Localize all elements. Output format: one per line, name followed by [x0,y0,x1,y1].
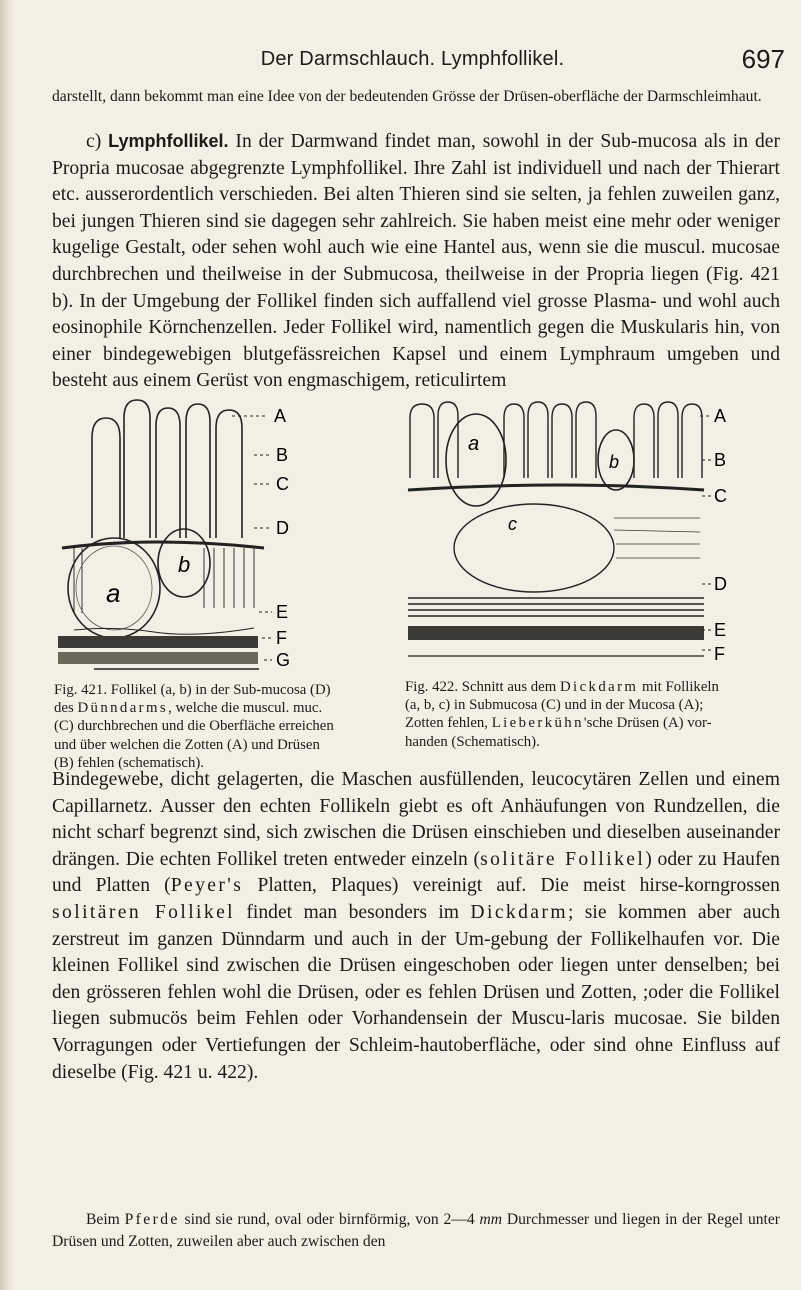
submucosa-fibres [614,518,700,558]
continuation-part-2: ) oder zu Haufen und Platten ( [52,848,780,897]
serosa-layer [408,626,704,640]
fig421-label-A: A [274,406,287,426]
fig422-label-a: a [468,433,480,455]
fig422-label-D: D [714,574,727,594]
fig422-caption-pre: Fig. 422. Schnitt aus dem [405,679,560,695]
intro-paragraph [52,86,780,108]
section-c-text [52,128,780,395]
figure-421 [54,398,322,676]
serosa-layer [58,652,258,664]
fig421-label-C: C [276,474,289,494]
fig421-label-E: E [276,602,289,622]
figure-421-caption [54,681,334,772]
fig421-caption-post: , welche die muscul. muc. (C) durchbrechen und die Oberfläche erreichen und über welchen die Zotten (A) und Drüsen (B) fehlen (schematisch). [54,700,334,771]
fig421-label-D: D [276,518,289,538]
figure-422 [404,398,734,668]
intro-text: darstellt, dann bekommt man eine Idee von der bedeutenden Grösse der Drüsen-oberfläche der Darmschleimhaut. [52,88,762,105]
fig422-caption-organ: Dickdarm [559,679,639,695]
fig421-label-B: B [276,445,289,465]
section-body: In der Darmwand findet man, sowohl in der Sub-mucosa als in der Propria mucosae abgegrenzte Lymphfollikel. Ihre Zahl ist individuell und nach der Thierart etc. ausserordentlich verschieden. Bei alten Thieren sind sie selten, ja fehlen zuweilen ganz, bei jungen Thieren sind sie dagegen sehr zahlreich. Sie haben meist eine mehr oder weniger kugelige Gestalt, oder sehen wohl auch wie eine Hantel aus, wenn sie die muscul. mucosae durchbrechen und theilweise in der Submucosa, theilweise in der Propria liegen (Fig. 421 b). In der Umgebung der Follikel finden sich auffallend viel grosse Plasma- und wohl auch eosinophile Körnchenzellen. Jeder Follikel wird, namentlich gegen die Muskularis hin, von einer bindegewebigen blutgefässreichen Kapsel und einem Lymphraum umgeben und besteht aus einem Gerüst von engmaschigem, reticulirtem [52,131,780,392]
muscle-lines [408,598,704,616]
follicle-a [446,414,506,506]
villi [92,400,242,538]
figure-422-drawing [404,398,734,668]
small-part-pre: Beim [86,1211,125,1228]
continuation-text [52,767,780,1086]
page-number: 697 [741,44,785,74]
running-title: Der Darmschlauch. Lymphfollikel. [260,48,565,70]
fig422-label-E: E [714,620,727,640]
continuation-part-5: ; sie kommen aber auch zerstreut im ganzen Dünndarm und auch in der Um-gebung der Follikelhaufen vor. Die kleinen Follikel sind zwischen die Drüsen eingeschoben oder liegen unter denselben; bei den grösseren fehlen wohl die Drüsen, oder es fehlen Drüsen und Zotten, ;oder die Follikel liegen submucös beim Fehlen oder Vorhandensein der Muscu-laris mucosae. Sie bilden Vorragungen oder Vertiefungen der Schleim-hautoberfläche, oder sind ohne Einfluss auf dieselbe (Fig. 421 u. 422). [52,901,780,1083]
fig421-label-b: b [178,552,191,577]
section-label: c) [86,131,109,152]
book-binding-edge [0,0,14,1290]
term-solitary-2: solitären Follikel [52,901,236,923]
fig422-caption-person: Lieberkühn [491,715,584,732]
term-horse: Pferde [124,1211,180,1228]
small-paragraph-text [52,1209,780,1252]
fig422-label-C: C [714,486,727,506]
fig422-label-F: F [714,644,725,664]
fig421-label-G: G [276,650,291,670]
unit-mm: mm [479,1211,503,1228]
fig422-caption-mid: mit Follikeln (a, b, c) in Submucosa (C) und in der Mucosa (A); Zotten fehlen, [405,679,719,732]
figure-422-caption [405,678,730,751]
term-peyer: Peyer's [170,875,244,897]
small-part-text: sind sie rund, oval oder birnförmig, von 2—4 [179,1211,480,1228]
continuation-part-4: findet man besonders im [235,901,471,923]
page-header [40,44,785,78]
fig421-label-F: F [276,628,287,648]
fig422-caption-post: 'sche Drüsen (A) vor-handen (Schematisch). [405,715,712,750]
fig422-label-b: b [609,452,620,472]
section-c-paragraph [52,128,780,395]
muscle-layer [58,636,258,648]
fig421-label-a: a [106,578,121,608]
glands [74,548,254,613]
small-paragraph [52,1209,780,1252]
figure-421-drawing [54,398,322,676]
fig422-label-c: c [508,514,517,534]
fig421-caption-organ: Dünndarms [77,700,169,717]
small-part-post: Durchmesser und liegen in der Regel unter Drüsen und Zotten, zuweilen aber auch zwischen den [52,1211,780,1250]
label-leaders [232,416,272,660]
continuation-part-3: Platten, Plaques) vereinigt auf. Die meist hirse-korngrossen [243,875,780,897]
fig421-caption-pre: Fig. 421. Follikel (a, b) in der Sub-mucosa (D) des [54,682,331,717]
section-heading: Lymphfollikel. [108,131,229,151]
follicle-c [454,504,614,592]
continuation-paragraph [52,767,780,1086]
layer-line [74,628,254,634]
glands [410,402,702,478]
term-colon: Dickdarm [470,901,568,923]
continuation-part-1: Bindegewebe, dicht gelagerten, die Maschen ausfüllenden, leucocytären Zellen und einem Capillarnetz. Ausser den echten Follikeln giebt es oft Anhäufungen von Rundzellen, die nicht scharf begrenzt sind, sich zwischen die Drüsen einschieben und dieselben auseinander drängen. Die echten Follikel treten entweder einzeln ( [52,769,780,870]
fig422-label-A: A [714,406,727,426]
term-solitary: solitäre Follikel [480,848,646,870]
fig422-label-B: B [714,450,727,470]
